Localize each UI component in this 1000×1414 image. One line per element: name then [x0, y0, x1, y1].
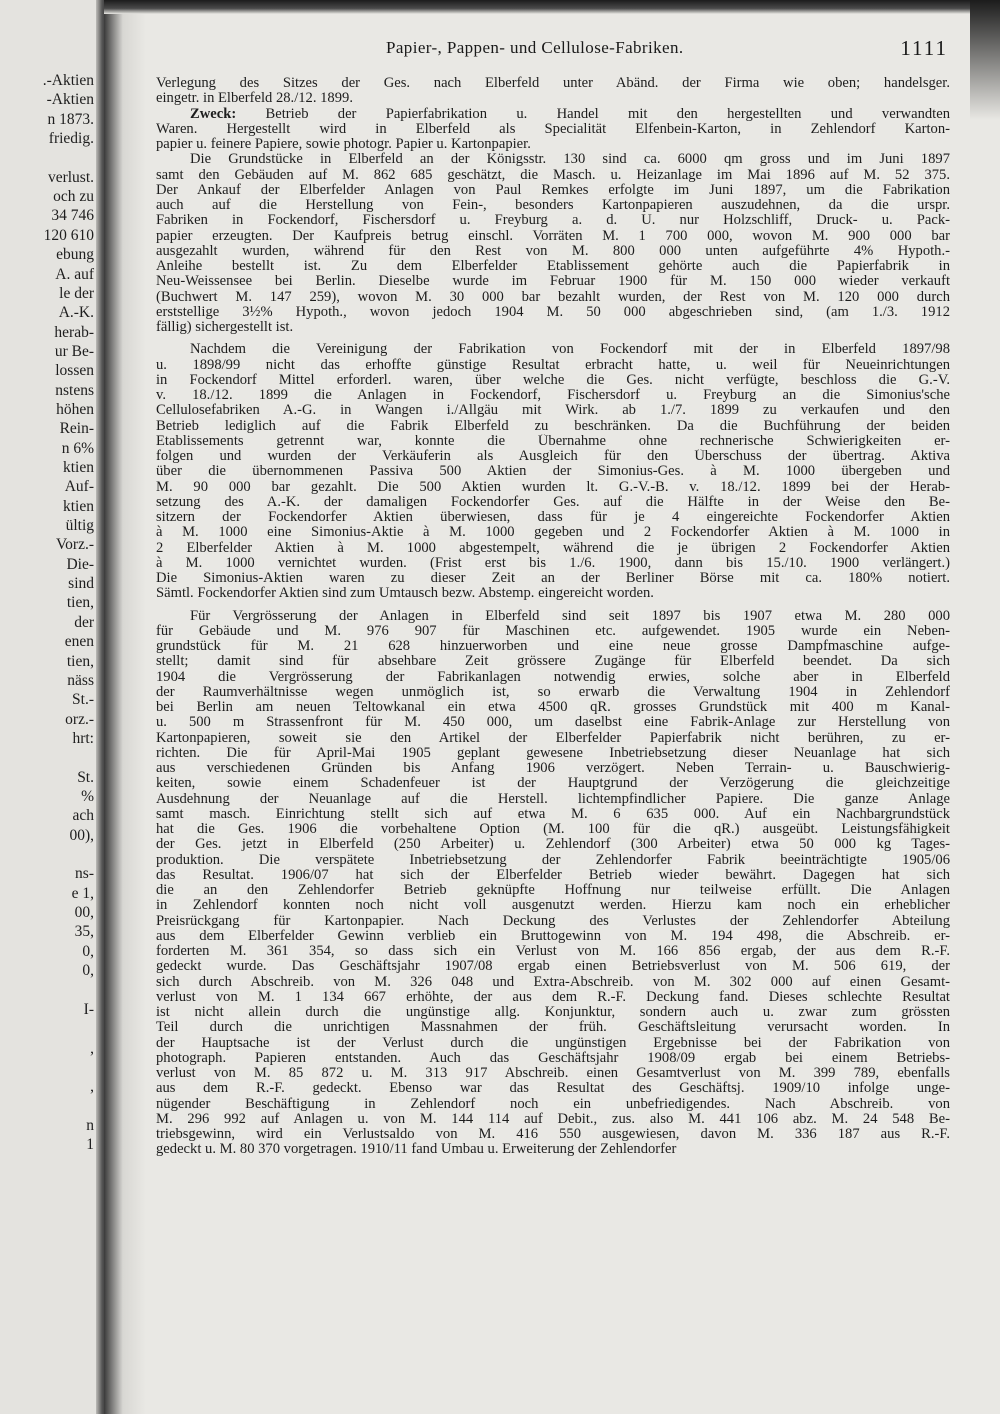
text-line: eingetr. in Elberfeld 28./12. 1899. [156, 91, 353, 107]
text-line: Etablissements getrennt war, konnte die Übernahme ohne rechnerische Schwierigkeiten er- [156, 433, 950, 449]
text-line: setzung des A.-K. der damaligen Fockendorfer Ges. auf die Hälfte in der Weise den Be- [156, 494, 950, 510]
text-line: aus dem R.-F. gedeckt. Ebenso war das Resultat des Geschäftsj. 1909/10 infolge unge- [156, 1081, 950, 1097]
book-gutter [104, 0, 146, 1414]
facing-page-line: 34 746 [51, 207, 94, 225]
text-line: ausgezahlt wurden, während für den Rest von M. 800 000 unten aufgeführte 4% Hypoth.- [156, 243, 950, 259]
text-line: Teil durch die unrichtigen Massnahmen der früh. Geschäftsleitung verursacht worden. In [156, 1020, 950, 1036]
section-lead: Zweck: [190, 106, 237, 122]
text-line: Fabriken in Fockendorf, Fischersdorf u. Freyburg a. d. U. nur Holzschliff, Druck- u. Pack- [156, 213, 950, 229]
facing-page-line: le der [59, 284, 94, 302]
text-line: Der Ankauf der Elberfelder Anlagen von Paul Remkes erfolgte im Juni 1897, um die Fabrikation [156, 182, 950, 198]
text-line: samt masch. Einrichtung stellt sich auf etwa M. 6 635 000. Auf ein Nachbargrundstück [156, 806, 950, 822]
text-line: verlust von M. 85 872 u. M. 313 917 Abschreib. einen Gesamtverlust von M. 399 789, ebenfalls [156, 1066, 950, 1081]
paragraph [156, 342, 950, 601]
facing-page-line: höhen [56, 400, 94, 418]
facing-page-line: sind [68, 575, 94, 593]
text-line: bei Berlin am neuen Teltowkanal ein etwa 4500 qR. grosses Grundstück mit 400 m Kanal- [156, 700, 950, 715]
facing-page-line: I- [83, 1000, 94, 1018]
text-line: gedeckt wurde. Das Geschäftsjahr 1907/08 ergab einen Betriebsverlust von M. 506 619, der [156, 959, 950, 975]
paragraph [156, 152, 950, 335]
page-number: 1111 [900, 36, 948, 60]
facing-page-line: , [90, 1039, 94, 1057]
text-line: in Zehlendorf konnten noch nicht voll ausgenutzt werden. Hierzu kam noch ein erheblicher [156, 898, 950, 914]
text-line: die an den Zehlendorfer Betrieb geknüpfte Hoffnung nur teilweise erfüllt. Die Anlagen [156, 883, 950, 898]
facing-page-line: A. auf [55, 265, 94, 283]
text-line: Nachdem die Vereinigung der Fabrikation von Fockendorf mit der in Elberfeld 1897/98 [190, 342, 950, 358]
facing-page-line: ur Be- [54, 342, 94, 360]
facing-page-line: ktien [63, 497, 94, 515]
facing-page-line: n [86, 1116, 94, 1134]
text-line: Betrieb lediglich auf die Fabrik Elberfeld zu beschränken. Da die Buchführung der beiden [156, 418, 950, 434]
facing-page-line: ültig [65, 517, 94, 535]
text-line: Die Grundstücke in Elberfeld an der Königsstr. 130 sind ca. 6000 qm gross und im Juni 1897 [190, 152, 950, 168]
text-line: Waren. Hergestellt wird in Elberfeld als Specialität Elfenbein-Karton, in Zehlendorf Karton- [156, 121, 950, 137]
text-line: der Raumverhältnisse wegen unmöglich ist, so erwarb die Verwaltung 1904 in Zehlendorf [156, 684, 950, 700]
facing-page-line: % [81, 787, 94, 805]
facing-page-line: 00, [74, 904, 94, 922]
facing-page-line: friedig. [48, 130, 94, 148]
paragraph-gap [156, 602, 950, 609]
facing-page-line: 00), [69, 826, 94, 844]
facing-page-line: ktien [63, 459, 94, 476]
text-line: der Hauptsache ist der Verlust durch die ungünstigen Ergebnisse bei der Fabrikation von [156, 1035, 950, 1051]
paragraph-gap [156, 335, 950, 342]
text-line: Preisrückgang für Kartonpapier. Nach Deckung des Verlustes der Zehlendorfer Abteilung [156, 913, 950, 929]
text-line: grundstück für M. 21 628 hinzuerworben und eine neue grosse Dampfmaschine aufge- [156, 639, 950, 654]
text-line: 1904 die Vergrösserung der Fabrikanlagen notwendig erwies, solche aber in Elberfeld [156, 669, 950, 685]
facing-page-line: Rein- [59, 420, 94, 438]
text-line: photograph. Papieren entstanden. Auch das Geschäftsjahr 1908/09 ergab bei einem Betriebs- [156, 1050, 950, 1066]
corner-shadow [970, 0, 1000, 120]
running-title: Papier-, Pappen- und Cellulose-Fabriken. [386, 38, 684, 57]
text-line: papier erzeugten. Der Kaufpreis betrug einschl. Vorräten M. 1 700 000, wovon M. 900 000 bar [156, 228, 950, 244]
facing-page-line: 35, [74, 923, 94, 941]
paragraph [156, 76, 950, 107]
text-line: 2 Elberfelder Aktien à M. 1000 abgestempelt, während die je übrigen 2 Fockendorfer Aktien [156, 540, 950, 556]
facing-page-line: A.-K. [58, 304, 94, 322]
text-line: papier u. feinere Papiere, sowie photogr. Papier u. Kartonpapier. [156, 137, 531, 152]
text-line: à M. 1000 vernichtet wurden. (Frist erst bis 1./6. 1900, dann bis 15./10. 1900 verlängert.) [156, 555, 950, 571]
text-line: v. 18./12. 1899 die Anlagen in Fockendorf, Fischersdorf u. Freyburg an die Simonius'sche [156, 388, 950, 403]
text-line: Sämtl. Fockendorfer Aktien sind zum Umtausch bezw. Abstemp. eingereicht worden. [156, 586, 654, 602]
text-line: samt den Gebäuden auf M. 862 685 geschätzt, die Masch. u. Heizanlage im Mai 1896 auf M. 52 375. [156, 167, 950, 183]
text-line: auch auf die Herstellung von Fein-, besonders Kartonpapieren auszudehnen, da die urspr. [156, 198, 950, 213]
text-line: verlust von M. 1 134 667 erhöhte, der aus dem R.-F. Deckung fand. Dieses schlechte Resultat [156, 989, 950, 1005]
facing-page-line: ns- [75, 865, 94, 883]
text-line: sich durch Abschreib. von M. 326 048 und Extra-Abschreib. von M. 302 000 auf einen Gesamt- [156, 974, 950, 990]
facing-page-line: 1 [86, 1136, 94, 1154]
facing-page-line: nstens [55, 381, 94, 399]
facing-page-line: Auf- [64, 478, 94, 496]
text-line: M. 296 992 auf Anlagen u. von M. 144 114 auf Debit., zus. also M. 441 106 abz. M. 24 548 Be- [156, 1111, 950, 1127]
text-line: Ausdehnung der Neuanlage auf die Herstell. lichtempfindlicher Papiere. Die ganze Anlage [156, 791, 950, 807]
text-line: ist nicht allein durch die ungünstige allg. Konjunktur, sondern auch u. zwar zum grössten [156, 1005, 950, 1020]
text-line: Kartonpapieren, soweit sie den Artikel der Elberfelder Papierfabrik nicht berühren, zu er- [156, 730, 950, 746]
text-line: aus dem Elberfelder Gewinn verblieb ein Bruttogewinn von M. 194 498, die Abschreib. er- [156, 928, 950, 944]
text-line: richten. Die für April-Mai 1905 geplant gewesene Inbetriebsetzung dieser Neuanlage hat sich [156, 745, 950, 761]
text-line: sitzern der Fockendorfer Aktien überwiesen, dass für je 4 eingereichte Fockendorfer Aktien [156, 510, 950, 525]
text-line-content: Betrieb der Papierfabrikation u. Handel mit den hergestellten und verwandten [265, 106, 950, 122]
facing-page-line: tien, [66, 594, 94, 612]
page-header [150, 38, 950, 68]
facing-page-line: enen [64, 633, 94, 651]
text-line: Für Vergrösserung der Anlagen in Elberfeld sind seit 1897 bis 1907 etwa M. 280 000 [190, 608, 950, 624]
facing-page-line: n 6% [61, 439, 94, 457]
facing-page-line: lossen [55, 362, 94, 380]
facing-page-line: Die- [66, 555, 94, 573]
text-line: M. 90 000 bar gezahlt. Die 500 Aktien wurden lt. G.-V.-B. v. 18./12. 1899 bei der Herab- [156, 479, 950, 495]
text-line: erststellige 3½% Hypoth., wovon jedoch 1904 M. 50 000 abgeschrieben sind, (am 1./3. 1912 [156, 304, 950, 320]
facing-page-line: ebung [56, 246, 94, 264]
text-line [156, 107, 950, 122]
facing-page-line: n 1873. [47, 110, 94, 128]
text-line: Anleihe bestellt ist. Zu dem Elberfelder Etablissement gehörte auch die Papierfabrik in [156, 259, 950, 274]
facing-page-line: ach [72, 807, 94, 825]
text-line: triebsgewinn, wird ein Verlustsaldo von M. 416 550 ausgewiesen, davon M. 336 187 aus R.-F. [156, 1127, 950, 1142]
facing-page-line: och zu [53, 188, 94, 206]
text-line: u. 500 m Strassenfront für M. 450 000, um daselbst eine Fabrik-Anlage zur Herstellung von [156, 715, 950, 731]
paragraph [156, 107, 950, 153]
facing-page-line: e 1, [71, 884, 94, 902]
text-line: Neu-Weissensee bei Berlin. Dieselbe wurde im Februar 1900 für M. 150 000 wieder verkauft [156, 274, 950, 290]
facing-page-line: -Aktien [46, 91, 94, 109]
facing-page-line: .-Aktien [42, 72, 94, 89]
text-line: das Resultat. 1906/07 hat sich der Elberfelder Betrieb wieder bewährt. Dagegen hat sich [156, 867, 950, 883]
facing-page-line: 0, [82, 942, 94, 960]
facing-page-line: näss [67, 671, 94, 689]
text-line: aus verschiedenen Gründen bis Anfang 1906 verzögert. Neben Terrain- u. Bauschwierig- [156, 761, 950, 776]
facing-page-line: St. [77, 768, 94, 786]
facing-page-line: tien, [66, 652, 94, 670]
facing-page-line: herab- [54, 323, 94, 341]
text-line: nügender Beschäftigung in Zehlendorf noch ein unbefriedigendes. Nach Abschreib. von [156, 1096, 950, 1112]
facing-page-line: verlust. [47, 168, 94, 186]
facing-page-line: 0, [82, 962, 94, 980]
text-line: gedeckt u. M. 80 370 vorgetragen. 1910/11 fand Umbau u. Erweiterung der Zehlendorfer [156, 1142, 677, 1158]
facing-page-line: St.- [72, 691, 94, 709]
text-line: stellt; damit sind für absehbare Zeit grössere Zugänge für Elberfeld beendet. Da sich [156, 654, 950, 670]
text-line: über die übernommenen Passiva 500 Aktien der Simonius-Ges. à M. 1000 übergeben und [156, 464, 950, 480]
text-line: Cellulosefabriken A.-G. in Wangen i./Allgäu mit Wirk. ab 1./7. 1899 zu verkaufen und den [156, 403, 950, 419]
facing-page-fragment [0, 0, 104, 1414]
text-line: in Fockendorf Mittel erforderl. waren, über welche die Ges. nicht verfügte, beschloss die G.-V. [156, 372, 950, 388]
text-line: à M. 1000 eine Simonius-Aktie à M. 1000 gegeben und 2 Fockendorfer Aktien à M. 1000 in [156, 525, 950, 541]
text-line: (Buchwert M. 147 259), wovon M. 30 000 bar bezahlt wurden, der Rest von M. 120 000 durch [156, 289, 950, 305]
facing-page-line: Vorz.- [55, 536, 94, 554]
text-line: Die Simonius-Aktien waren zu dieser Zeit an der Berliner Börse mit ca. 180% notiert. [156, 571, 950, 586]
text-line: u. 1898/99 nicht das erhoffte günstige Resultat erbracht hatte, u. weil für Neueinrichtungen [156, 357, 950, 373]
facing-page-line: der [74, 613, 94, 631]
text-line: hat die Ges. 1906 die vorbehaltene Option (M. 100 für die qR.) ausgeübt. Leistungsfähigkeit [156, 822, 950, 837]
text-line: keiten, sowie einem Schadenfeuer ist der Hauptgrund der Verzögerung die gleichzeitige [156, 776, 950, 792]
paragraph [156, 609, 950, 1158]
text-line: produktion. Die verspätete Inbetriebsetzung der Zehlendorfer Fabrik beeinträchtigte 1905/06 [156, 852, 950, 868]
text-line: Verlegung des Sitzes der Ges. nach Elberfeld unter Abänd. der Firma wie oben; handelsger. [156, 76, 950, 91]
text-line: der Ges. jetzt in Elberfeld (250 Arbeiter) u. Zehlendorf (300 Arbeiter) etwa 50 000 kg Tages- [156, 837, 950, 853]
text-line: folgen und wurden der Verkäuferin als Ausgleich für den Überschuss der übertrag. Aktiva [156, 449, 950, 464]
facing-page-line: , [90, 1078, 94, 1096]
article-body [156, 76, 950, 1158]
facing-page-line: hrt: [72, 729, 94, 747]
top-edge-shadow [104, 0, 1000, 14]
text-line: fällig) sichergestellt ist. [156, 320, 294, 335]
facing-page-line: 120 610 [43, 226, 94, 244]
facing-page-line: orz.- [65, 710, 94, 728]
text-line: für Gebäude und M. 976 907 für Maschinen etc. aufgewendet. 1905 wurde ein Neben- [156, 623, 950, 639]
text-line: forderten M. 361 354, so dass sich ein Verlust von M. 166 856 ergab, der aus dem R.-F. [156, 944, 950, 959]
